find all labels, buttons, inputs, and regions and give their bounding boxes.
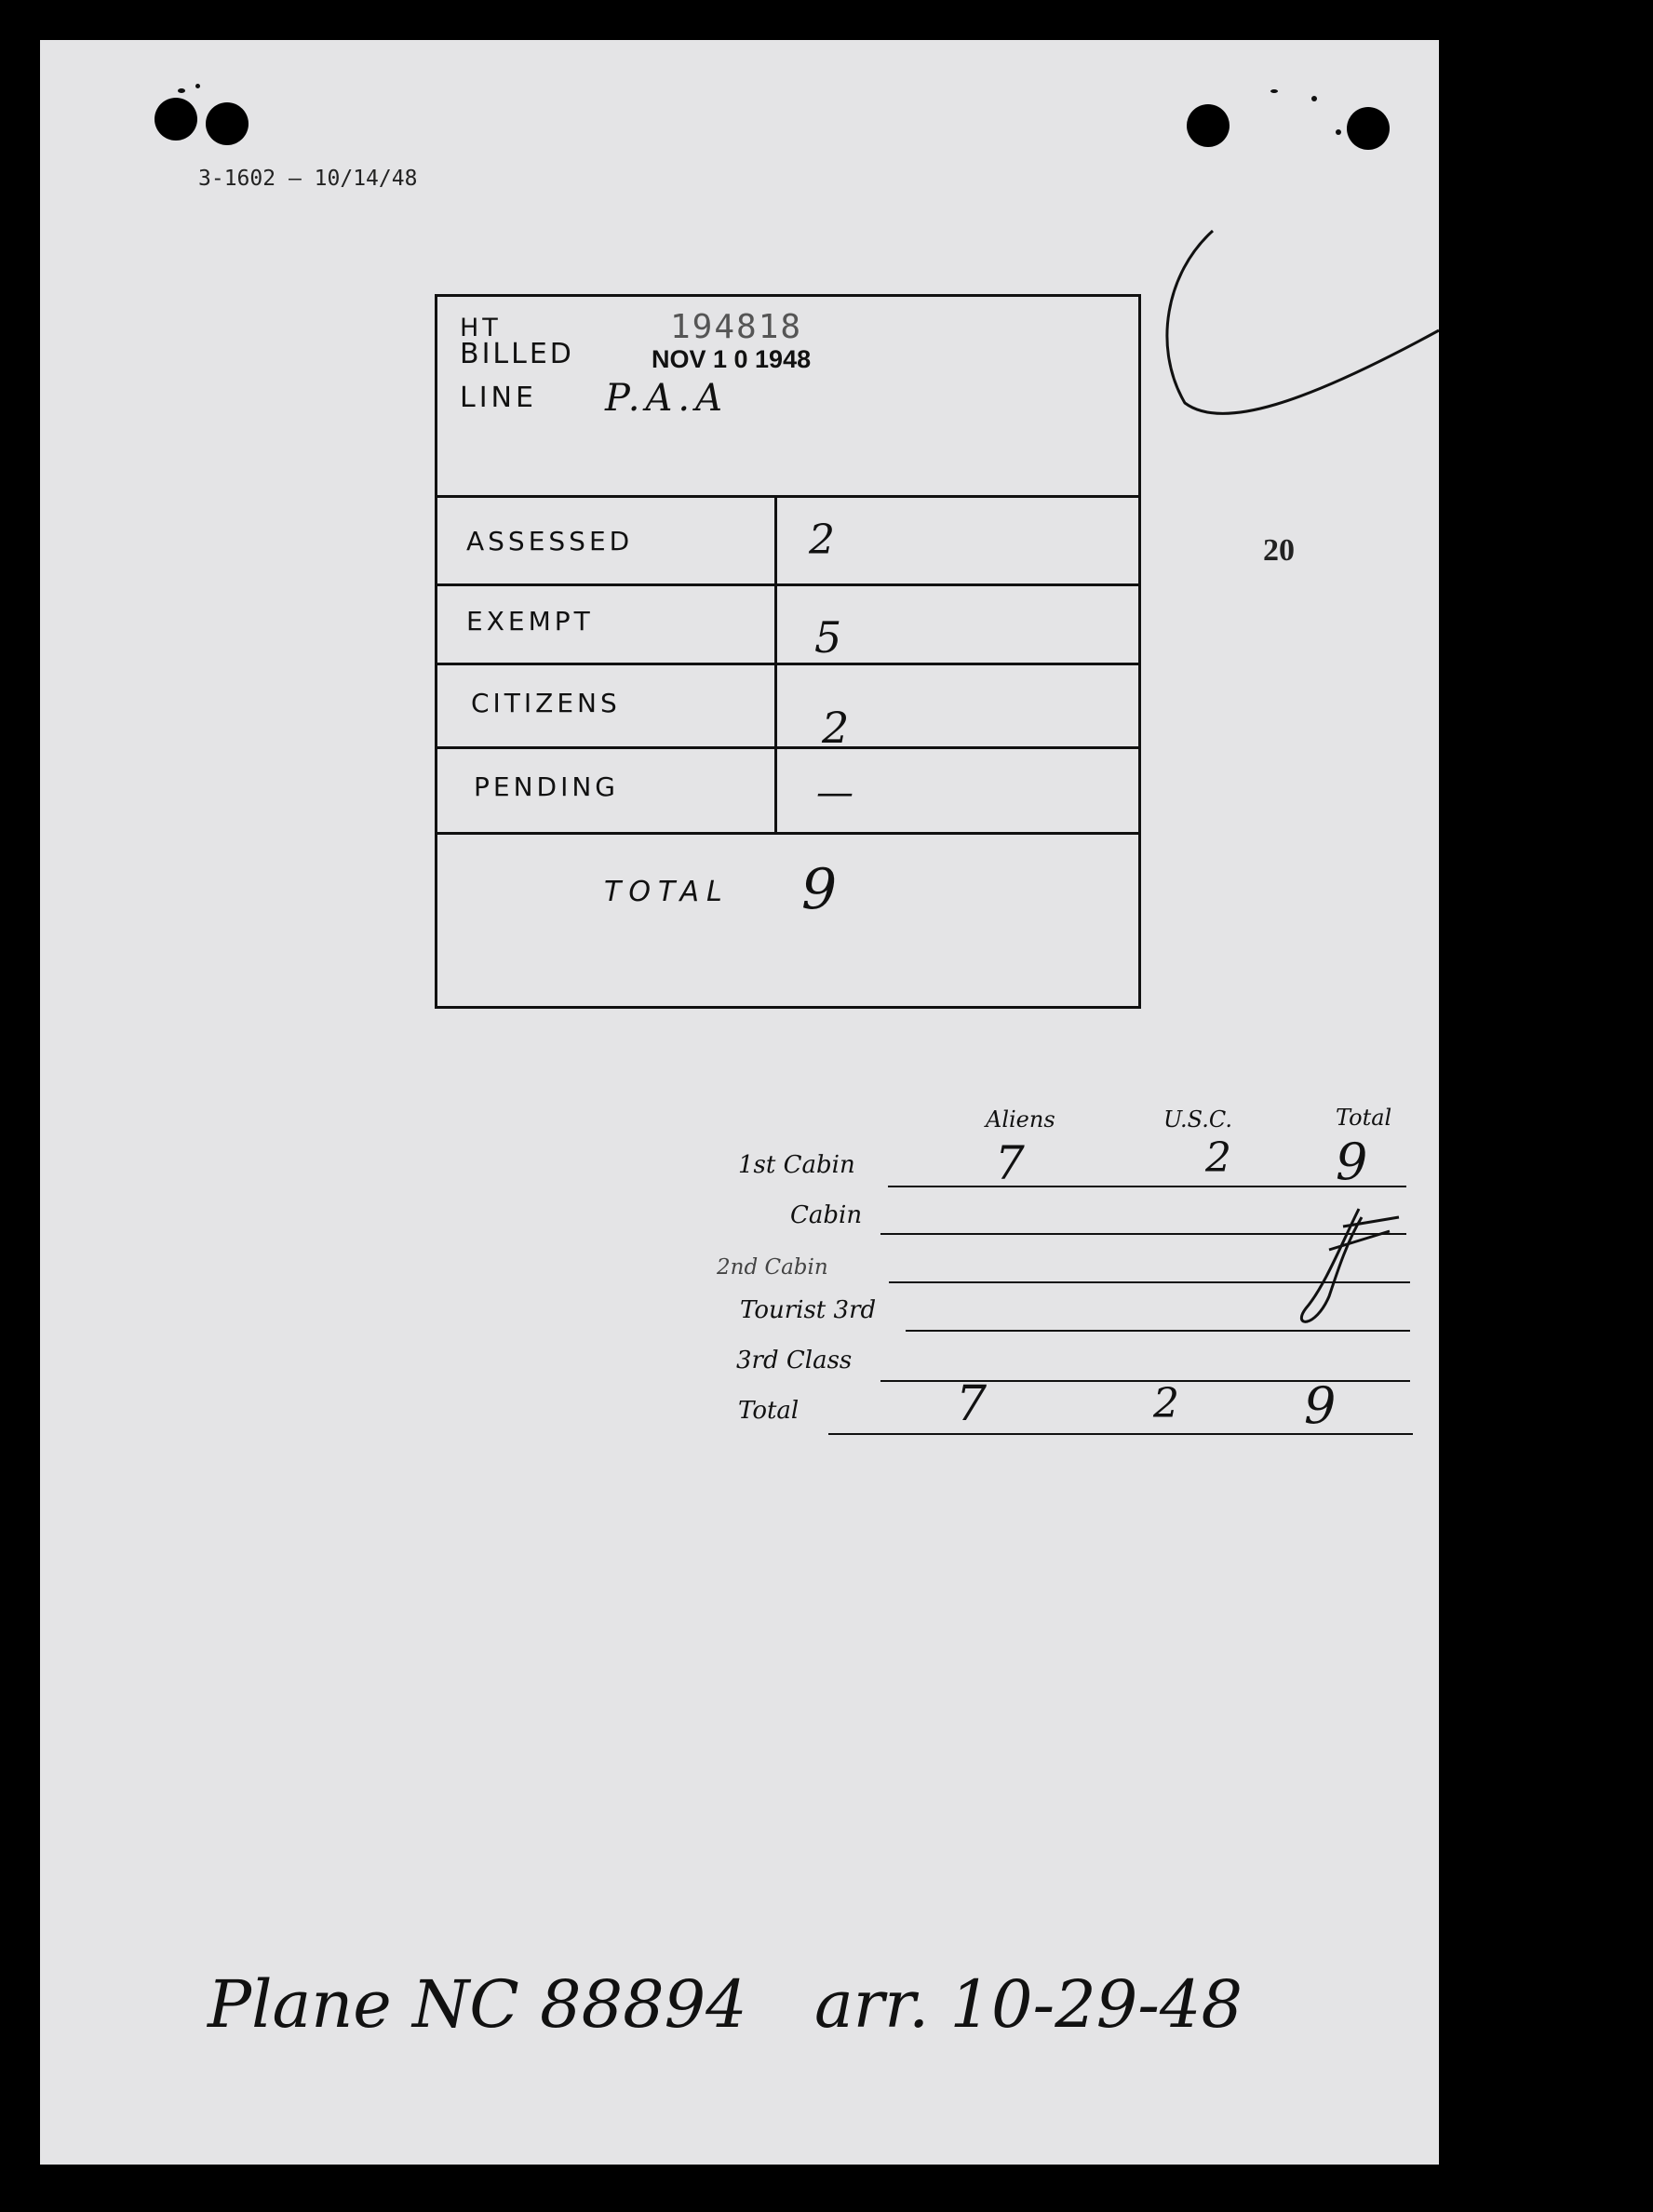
assessed-value: 2 [809,516,835,564]
row-label-cabin: Cabin [790,1201,863,1229]
line-label: LINE [460,382,537,414]
assessed-label: ASSESSED [466,526,634,556]
row-1-aliens: 7 [995,1136,1025,1190]
row-rule [906,1330,1410,1332]
billed-label: BILLED [460,338,574,370]
row-label-3rd-class: 3rd Class [736,1347,853,1374]
citizens-value: 2 [822,703,850,753]
row-label-2nd-cabin: 2nd Cabin [717,1255,828,1280]
total-label: TOTAL [604,876,730,908]
row-label-total: Total [738,1397,800,1425]
plane-note: Plane NC 88894 [208,1966,747,2043]
line-value: P.A.A [605,377,729,420]
total-value: 9 [801,857,838,922]
ref-code: 3-1602 [198,167,276,191]
box-divider [435,663,1141,665]
header-total: Total [1336,1105,1392,1131]
total-total: 9 [1304,1376,1337,1435]
arrival-note: arr. 10-29-48 [814,1966,1243,2043]
row-1-total: 9 [1336,1133,1368,1191]
ref-dash: — [288,167,315,191]
ref-date: 10/14/48 [314,167,418,191]
citizens-label: CITIZENS [471,688,621,718]
exempt-value: 5 [814,612,842,663]
stamp-number: 194818 [670,308,803,346]
billed-date: NOV 1 0 1948 [652,345,812,373]
row-1-usc: 2 [1205,1134,1231,1182]
exempt-label: EXEMPT [466,606,594,637]
pending-value: — [816,771,853,814]
page-number: 20 [1263,533,1295,568]
pending-label: PENDING [474,771,619,802]
document-page [40,40,1439,2165]
box-column-divider [774,495,777,833]
row-rule [888,1186,1406,1187]
billing-stamp-box [435,294,1141,1009]
row-label-1st-cabin: 1st Cabin [738,1151,855,1179]
box-divider [435,746,1141,749]
box-divider [435,832,1141,835]
box-divider [435,495,1141,498]
ht-label: HT [460,314,502,342]
header-usc: U.S.C. [1163,1106,1233,1133]
row-rule [880,1233,1406,1235]
header-aliens: Aliens [986,1106,1055,1133]
total-aliens: 7 [956,1376,988,1432]
row-rule [889,1281,1410,1283]
total-usc: 2 [1153,1380,1179,1428]
row-label-tourist-3rd: Tourist 3rd [740,1296,877,1324]
box-divider [435,583,1141,586]
